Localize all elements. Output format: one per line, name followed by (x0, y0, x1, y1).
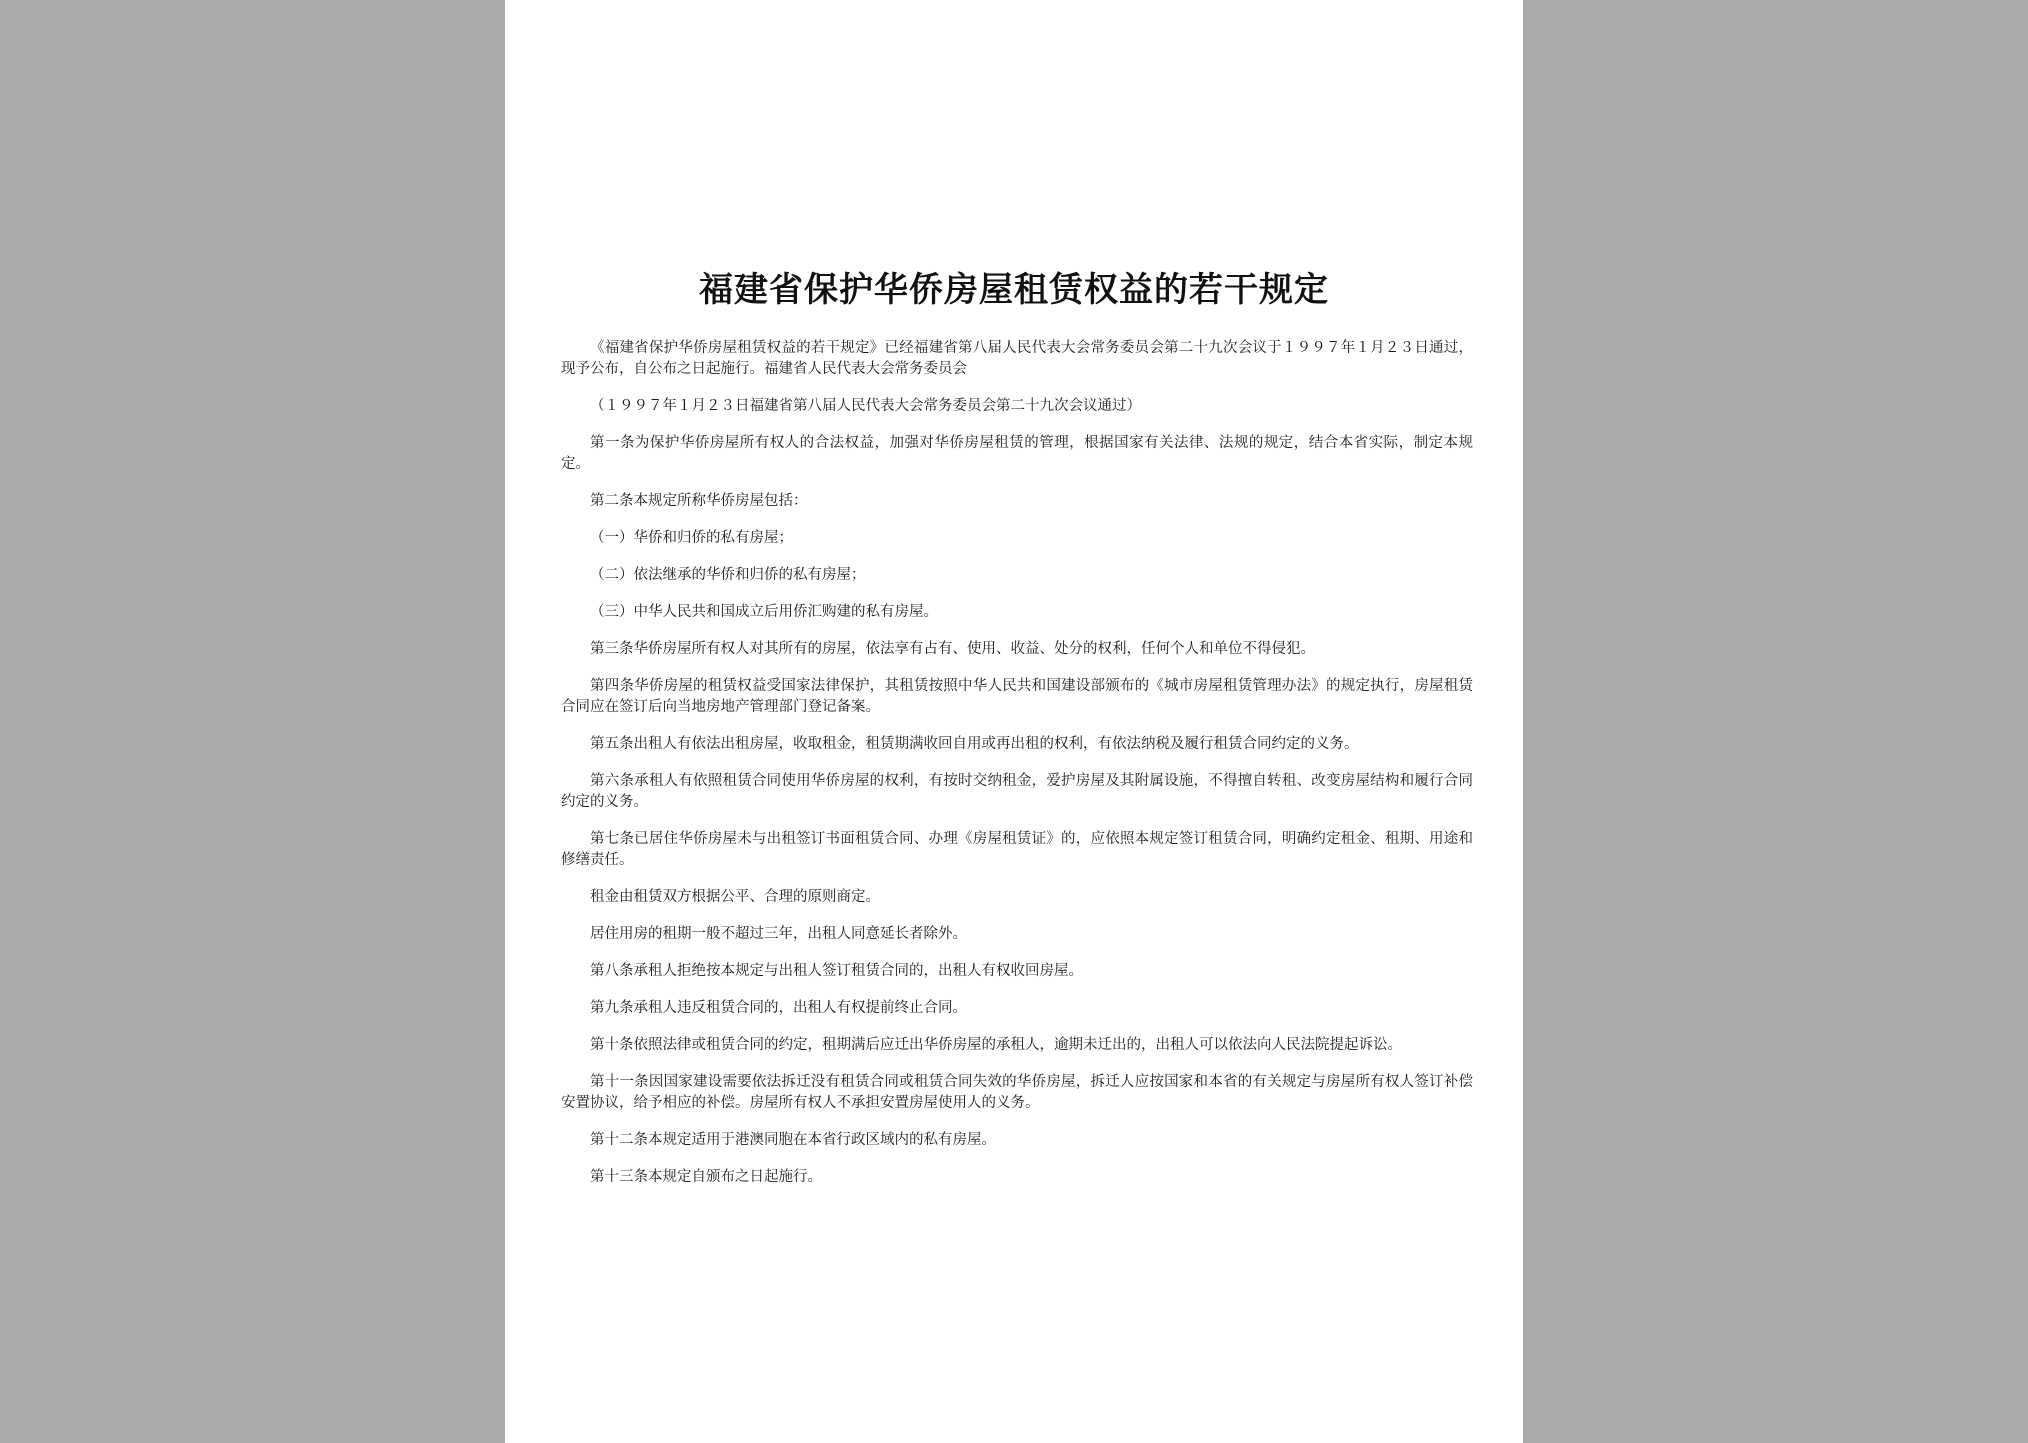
article-13: 第十三条本规定自颁布之日起施行。 (590, 1169, 822, 1185)
document-page (505, 0, 1523, 1443)
document-title: 福建省保护华侨房屋租赁权益的若干规定 (699, 270, 1329, 310)
article-2: 第二条本规定所称华侨房屋包括： (590, 493, 808, 509)
article-4: 第四条华侨房屋的租赁权益受国家法律保护，其租赁按照中华人民共和国建设部颁布的《城市房屋租赁管理办法》的规定执行，房屋租赁合同应在签订后向当地房地产管理部门登记备案。 (561, 678, 1473, 715)
article-3: 第三条华侨房屋所有权人对其所有的房屋，依法享有占有、使用、收益、处分的权利，任何个人和单位不得侵犯。 (590, 641, 1315, 657)
document-body (561, 338, 1473, 1204)
article-8: 第八条承租人拒绝按本规定与出租人签订租赁合同的，出租人有权收回房屋。 (590, 963, 1083, 979)
paragraph-adoption-note: （１９９７年１月２３日福建省第八届人民代表大会常务委员会第二十九次会议通过） (590, 398, 1141, 414)
article-7: 第七条已居住华侨房屋未与出租签订书面租赁合同、办理《房屋租赁证》的，应依照本规定签订租赁合同，明确约定租金、租期、用途和修缮责任。 (561, 831, 1473, 868)
article-5: 第五条出租人有依法出租房屋，收取租金，租赁期满收回自用或再出租的权利，有依法纳税及履行租赁合同约定的义务。 (590, 736, 1359, 752)
article-7-term: 居住用房的租期一般不超过三年，出租人同意延长者除外。 (590, 926, 967, 942)
article-2-item-1: （一）华侨和归侨的私有房屋； (590, 530, 793, 546)
article-9: 第九条承租人违反租赁合同的，出租人有权提前终止合同。 (590, 1000, 967, 1016)
article-10: 第十条依照法律或租赁合同的约定，租期满后应迁出华侨房屋的承租人，逾期未迁出的，出租人可以依法向人民法院提起诉讼。 (590, 1037, 1402, 1053)
article-2-item-3: （三）中华人民共和国成立后用侨汇购建的私有房屋。 (590, 604, 938, 620)
article-11: 第十一条因国家建设需要依法拆迁没有租赁合同或租赁合同失效的华侨房屋，拆迁人应按国家和本省的有关规定与房屋所有权人签订补偿安置协议，给予相应的补偿。房屋所有权人不承担安置房屋使用人的义务。 (561, 1074, 1473, 1111)
article-6: 第六条承租人有依照租赁合同使用华侨房屋的权利，有按时交纳租金，爱护房屋及其附属设施，不得擅自转租、改变房屋结构和履行合同约定的义务。 (561, 773, 1473, 810)
article-12: 第十二条本规定适用于港澳同胞在本省行政区域内的私有房屋。 (590, 1132, 996, 1148)
article-7-rent: 租金由租赁双方根据公平、合理的原则商定。 (590, 889, 880, 905)
article-1: 第一条为保护华侨房屋所有权人的合法权益，加强对华侨房屋租赁的管理，根据国家有关法律、法规的规定，结合本省实际，制定本规定。 (561, 435, 1473, 472)
paragraph-promulgation: 《福建省保护华侨房屋租赁权益的若干规定》已经福建省第八届人民代表大会常务委员会第二十九次会议于１９９７年１月２３日通过，现予公布，自公布之日起施行。福建省人民代表大会常务委员会 (561, 340, 1473, 377)
article-2-item-2: （二）依法继承的华侨和归侨的私有房屋； (590, 567, 866, 583)
